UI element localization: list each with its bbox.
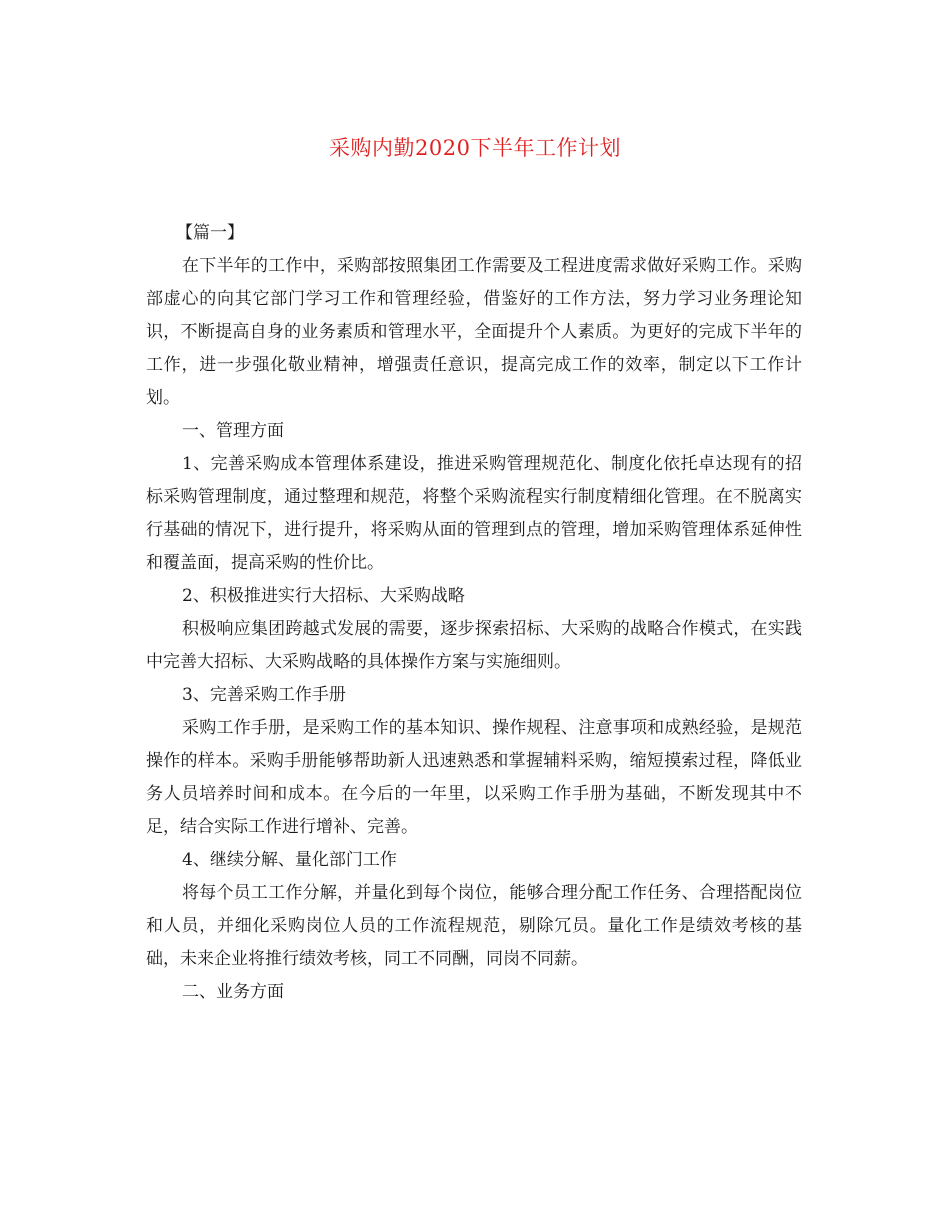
heading-management: 一、管理方面 — [182, 421, 284, 441]
section-tag: 【篇一】 — [176, 223, 244, 243]
heading-business: 二、业务方面 — [182, 982, 284, 1002]
item-2-paragraph: 积极响应集团跨越式发展的需要，逐步探索招标、大采购的战略合作模式，在实践中完善大招标、大采购战略的具体操作方案与实施细则。 — [146, 619, 802, 672]
item-4-heading: 4、继续分解、量化部门工作 — [182, 850, 397, 870]
item-1-paragraph: 1、完善采购成本管理体系建设，推进采购管理规范化、制度化依托卓达现有的招标采购管理制度，通过整理和规范，将整个采购流程实行制度精细化管理。在不脱离实行基础的情况下，进行提升，将采购从面的管理到点的管理，增加采购管理体系延伸性和覆盖面，提高采购的性价比。 — [146, 454, 802, 573]
item-2-heading: 2、积极推进实行大招标、大采购战略 — [182, 586, 465, 606]
item-3-paragraph: 采购工作手册，是采购工作的基本知识、操作规程、注意事项和成熟经验，是规范操作的样本。采购手册能够帮助新人迅速熟悉和掌握辅料采购，缩短摸索过程，降低业务人员培养时间和成本。在今后的一年里，以采购工作手册为基础，不断发现其中不足，结合实际工作进行增补、完善。 — [146, 718, 802, 837]
item-4-paragraph: 将每个员工工作分解，并量化到每个岗位，能够合理分配工作任务、合理搭配岗位和人员，并细化采购岗位人员的工作流程规范，剔除冗员。量化工作是绩效考核的基础，未来企业将推行绩效考核，同工不同酬，同岗不同薪。 — [146, 883, 802, 969]
document-body — [146, 217, 802, 1009]
intro-paragraph: 在下半年的工作中，采购部按照集团工作需要及工程进度需求做好采购工作。采购部虚心的向其它部门学习工作和管理经验，借鉴好的工作方法，努力学习业务理论知识，不断提高自身的业务素质和管理水平，全面提升个人素质。为更好的完成下半年的工作，进一步强化敬业精神，增强责任意识，提高完成工作的效率，制定以下工作计划。 — [146, 256, 802, 408]
document-title: 采购内勤2020下半年工作计划 — [329, 136, 621, 160]
item-3-heading: 3、完善采购工作手册 — [182, 685, 346, 705]
